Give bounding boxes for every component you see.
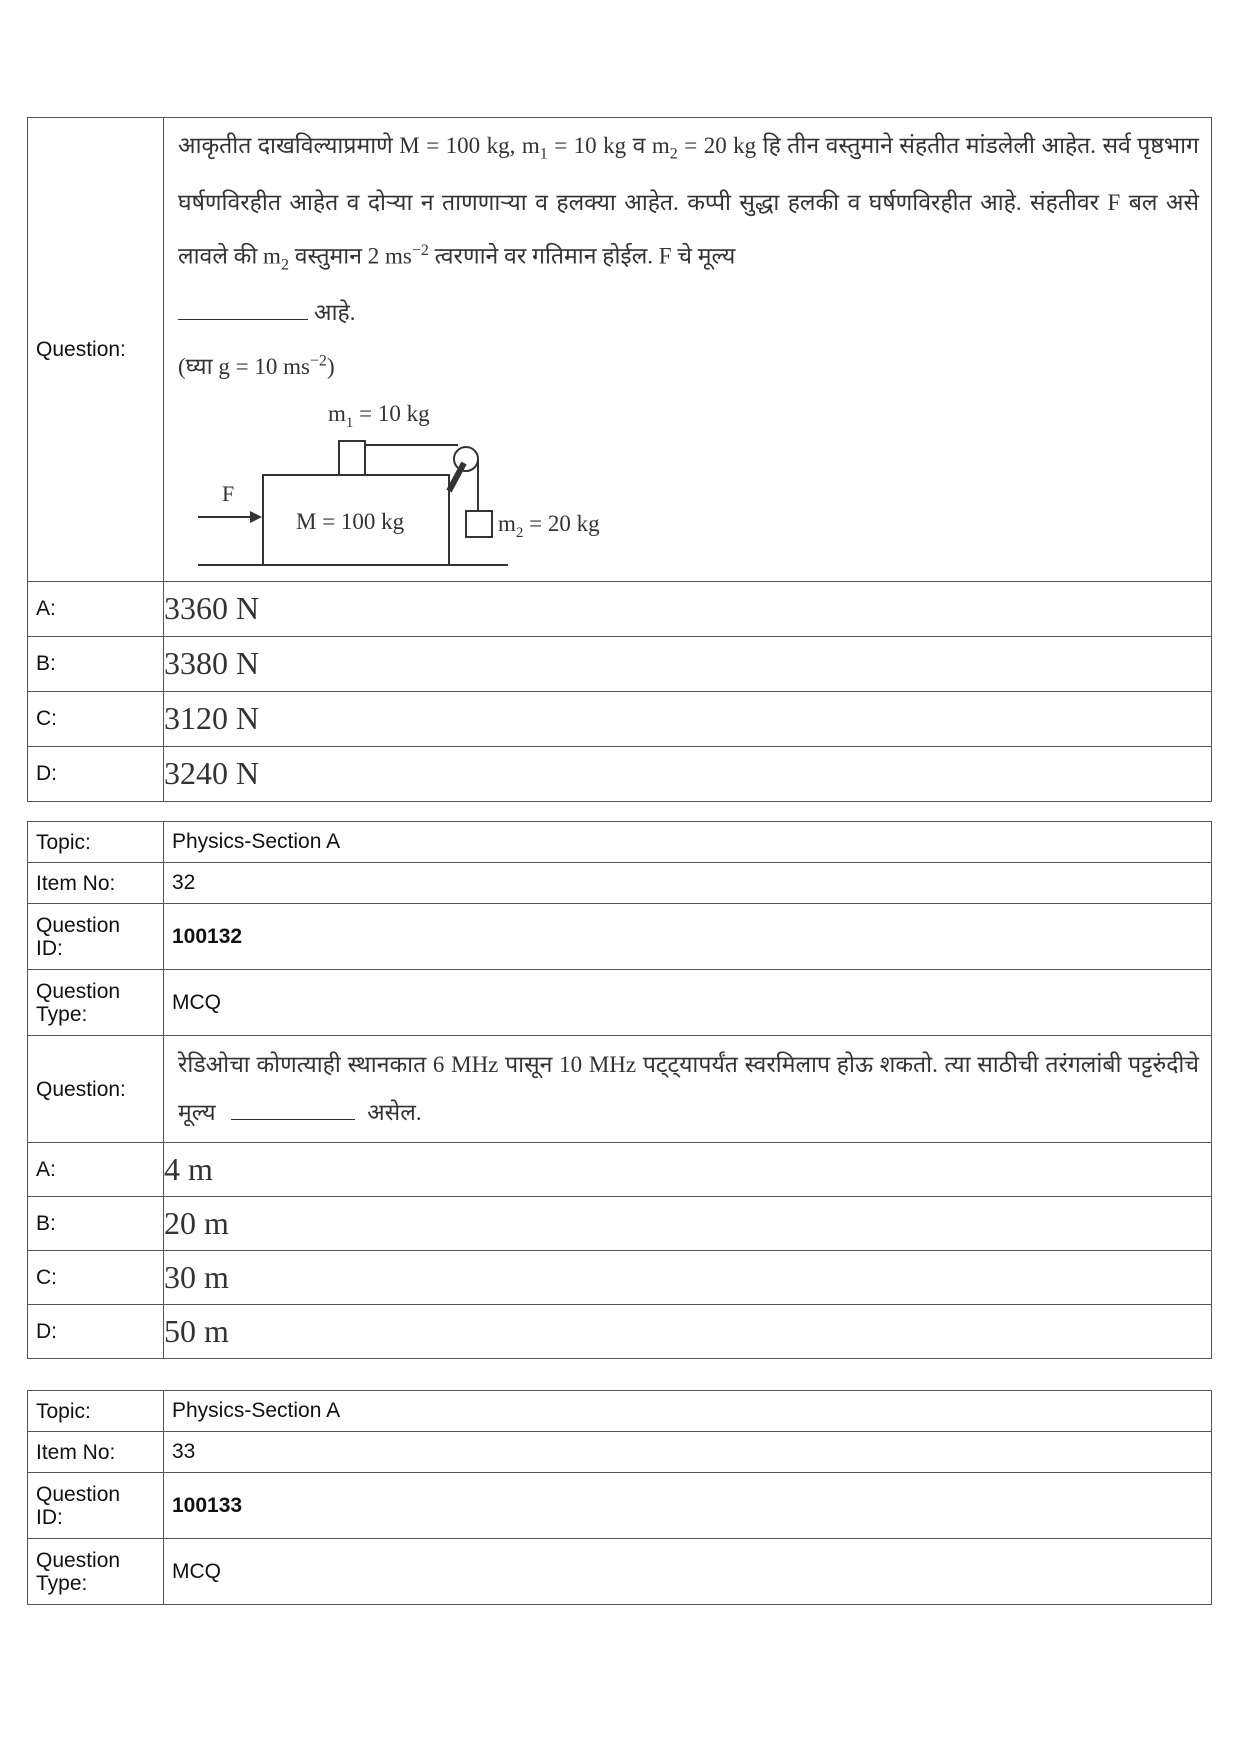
option-c-label: C: xyxy=(28,1251,164,1305)
m2-label: $m_2 = 20$ kg xyxy=(498,510,600,541)
option-a-text: 3360 N xyxy=(164,581,1212,636)
question-type-value: MCQ xyxy=(164,970,1212,1036)
block-m2 xyxy=(466,511,492,537)
item-no-value: 32 xyxy=(164,863,1212,904)
topic-label: Topic: xyxy=(28,1391,164,1432)
option-d-text: 50 m xyxy=(164,1305,1212,1359)
item-no-label: Item No: xyxy=(28,1432,164,1473)
option-a-label: A: xyxy=(28,581,164,636)
question-type-label: Question Type: xyxy=(28,970,164,1036)
question-id-value: 100132 xyxy=(164,904,1212,970)
block-m1 xyxy=(339,441,365,475)
question-type-value: MCQ xyxy=(164,1539,1212,1605)
question-label: Question: xyxy=(28,118,164,582)
answer-blank xyxy=(178,293,308,320)
option-c-label: C: xyxy=(28,691,164,746)
option-a-text: 4 m xyxy=(164,1143,1212,1197)
option-b-text: 3380 N xyxy=(164,636,1212,691)
question-id-label: Question ID: xyxy=(28,1473,164,1539)
option-d-text: 3240 N xyxy=(164,746,1212,801)
pulley xyxy=(454,447,478,471)
option-d-label: D: xyxy=(28,746,164,801)
topic-value: Physics-Section A xyxy=(164,1391,1212,1432)
option-d-label: D: xyxy=(28,1305,164,1359)
item-no-label: Item No: xyxy=(28,863,164,904)
question-32-table xyxy=(27,821,1212,1359)
given-note: (घ्या g = 10 $ms^{-2}$) xyxy=(178,351,335,379)
question-text: आकृतीत दाखविल्याप्रमाणे M = 100 kg, $m_1 = 10$ kg व $m_2 = 20$ kg हि तीन वस्तुमाने संहतीत मांडलेली आहेत. सर्व पृष्ठभाग घर्षणविरहीत आहेत व दोऱ्या न ताणणाऱ्या व हलक्या आहेत. कप्पी सुद्धा हलकी व घर्षणविरहीत आहे. संहतीवर F बल असे लावले की $m_2$ वस्तुमान 2 $ms^{-2}$ त्वरणाने वर गतिमान होईल. F चे मूल्य आहे. (घ्या g = 10 $ms^{-2}$) xyxy=(178,133,1199,379)
option-c-text: 30 m xyxy=(164,1251,1212,1305)
answer-blank xyxy=(231,1093,355,1120)
topic-label: Topic: xyxy=(28,822,164,863)
question-type-label: Question Type: xyxy=(28,1539,164,1605)
question-id-value: 100133 xyxy=(164,1473,1212,1539)
item-no-value: 33 xyxy=(164,1432,1212,1473)
question-text: रेडिओचा कोणत्याही स्थानकात 6 MHz पासून 10 MHz पट्ट्यापर्यंत स्वरमिलाप होऊ शकतो. त्या साठीची तरंगलांबी पट्टरुंदीचे मूल्य असेल. xyxy=(178,1052,1199,1125)
pulley-diagram xyxy=(178,391,638,581)
option-b-label: B: xyxy=(28,1197,164,1251)
M-label: M = 100 kg xyxy=(296,508,405,534)
option-b-text: 20 m xyxy=(164,1197,1212,1251)
option-c-text: 3120 N xyxy=(164,691,1212,746)
force-arrowhead xyxy=(250,511,262,523)
question-id-label: Question ID: xyxy=(28,904,164,970)
question-cell xyxy=(164,118,1212,582)
question-label: Question: xyxy=(28,1036,164,1143)
topic-value: Physics-Section A xyxy=(164,822,1212,863)
question-cell xyxy=(164,1036,1212,1143)
question-33-table xyxy=(27,1390,1212,1605)
m1-label: $m_1 = 10$ kg xyxy=(328,400,430,431)
force-label: F xyxy=(222,480,235,506)
option-b-label: B: xyxy=(28,636,164,691)
option-a-label: A: xyxy=(28,1143,164,1197)
question-31-table xyxy=(27,117,1212,802)
